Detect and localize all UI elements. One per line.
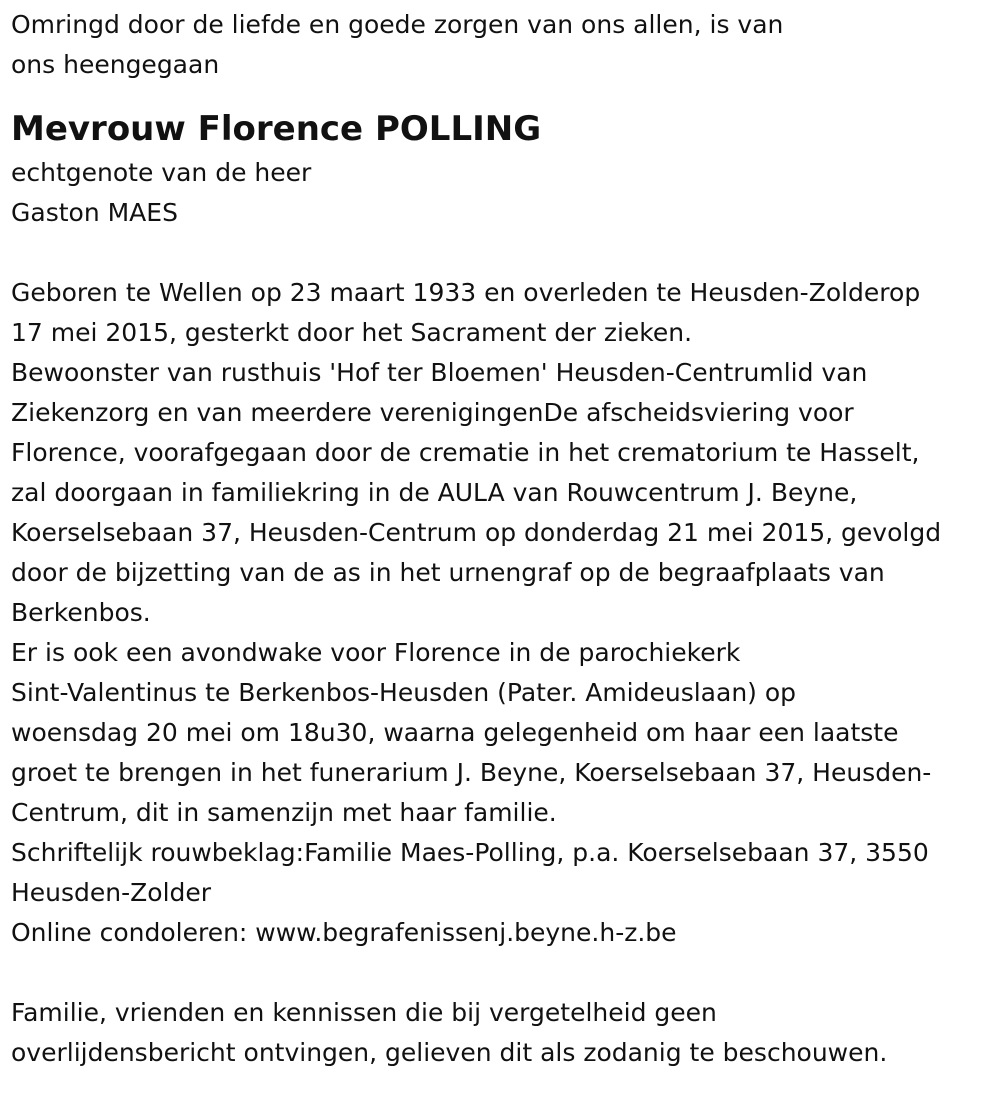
details-line: Schriftelijk rouwbeklag:Familie Maes-Polling, p.a. Koerselsebaan 37, 3550 — [11, 838, 929, 867]
intro-line-2: ons heengegaan — [11, 50, 220, 79]
closing-line-2: overlijdensbericht ontvingen, gelieven dit als zodanig te beschouwen. — [11, 1038, 888, 1067]
details-line: Heusden-Zolder — [11, 878, 212, 907]
details-line: zal doorgaan in familiekring in de AULA van Rouwcentrum J. Beyne, — [11, 478, 858, 507]
details-line: door de bijzetting van de as in het urnengraf op de begraafplaats van — [11, 558, 885, 587]
details-line: Ziekenzorg en van meerdere verenigingenDe afscheidsviering voor — [11, 398, 854, 427]
spouse-line-2: Gaston MAES — [11, 198, 178, 227]
deceased-name: Mevrouw Florence POLLING — [11, 109, 542, 149]
details-line: Sint-Valentinus te Berkenbos-Heusden (Pater. Amideuslaan) op — [11, 678, 797, 707]
spouse-line-1: echtgenote van de heer — [11, 158, 312, 187]
obituary-notice — [11, 0, 991, 1073]
closing-text — [11, 993, 991, 1073]
details-text — [11, 273, 991, 953]
details-line: groet te brengen in het funerarium J. Beyne, Koerselsebaan 37, Heusden- — [11, 758, 932, 787]
details-line: 17 mei 2015, gesterkt door het Sacrament der zieken. — [11, 318, 693, 347]
intro-text — [11, 5, 991, 85]
details-line: Bewoonster van rusthuis 'Hof ter Bloemen' Heusden-Centrumlid van — [11, 358, 868, 387]
spouse-text — [11, 153, 991, 233]
details-line: Er is ook een avondwake voor Florence in de parochiekerk — [11, 638, 741, 667]
details-line: woensdag 20 mei om 18u30, waarna gelegenheid om haar een laatste — [11, 718, 899, 747]
details-line: Centrum, dit in samenzijn met haar familie. — [11, 798, 557, 827]
details-line: Geboren te Wellen op 23 maart 1933 en overleden te Heusden-Zolderop — [11, 278, 921, 307]
details-line: Koerselsebaan 37, Heusden-Centrum op donderdag 21 mei 2015, gevolgd — [11, 518, 942, 547]
intro-line-1: Omringd door de liefde en goede zorgen van ons allen, is van — [11, 10, 784, 39]
condolence-link-line: Online condoleren: www.begrafenissenj.beyne.h-z.be — [11, 918, 677, 947]
details-line: Florence, voorafgegaan door de crematie in het crematorium te Hasselt, — [11, 438, 920, 467]
details-line: Berkenbos. — [11, 598, 151, 627]
closing-line-1: Familie, vrienden en kennissen die bij vergetelheid geen — [11, 998, 717, 1027]
